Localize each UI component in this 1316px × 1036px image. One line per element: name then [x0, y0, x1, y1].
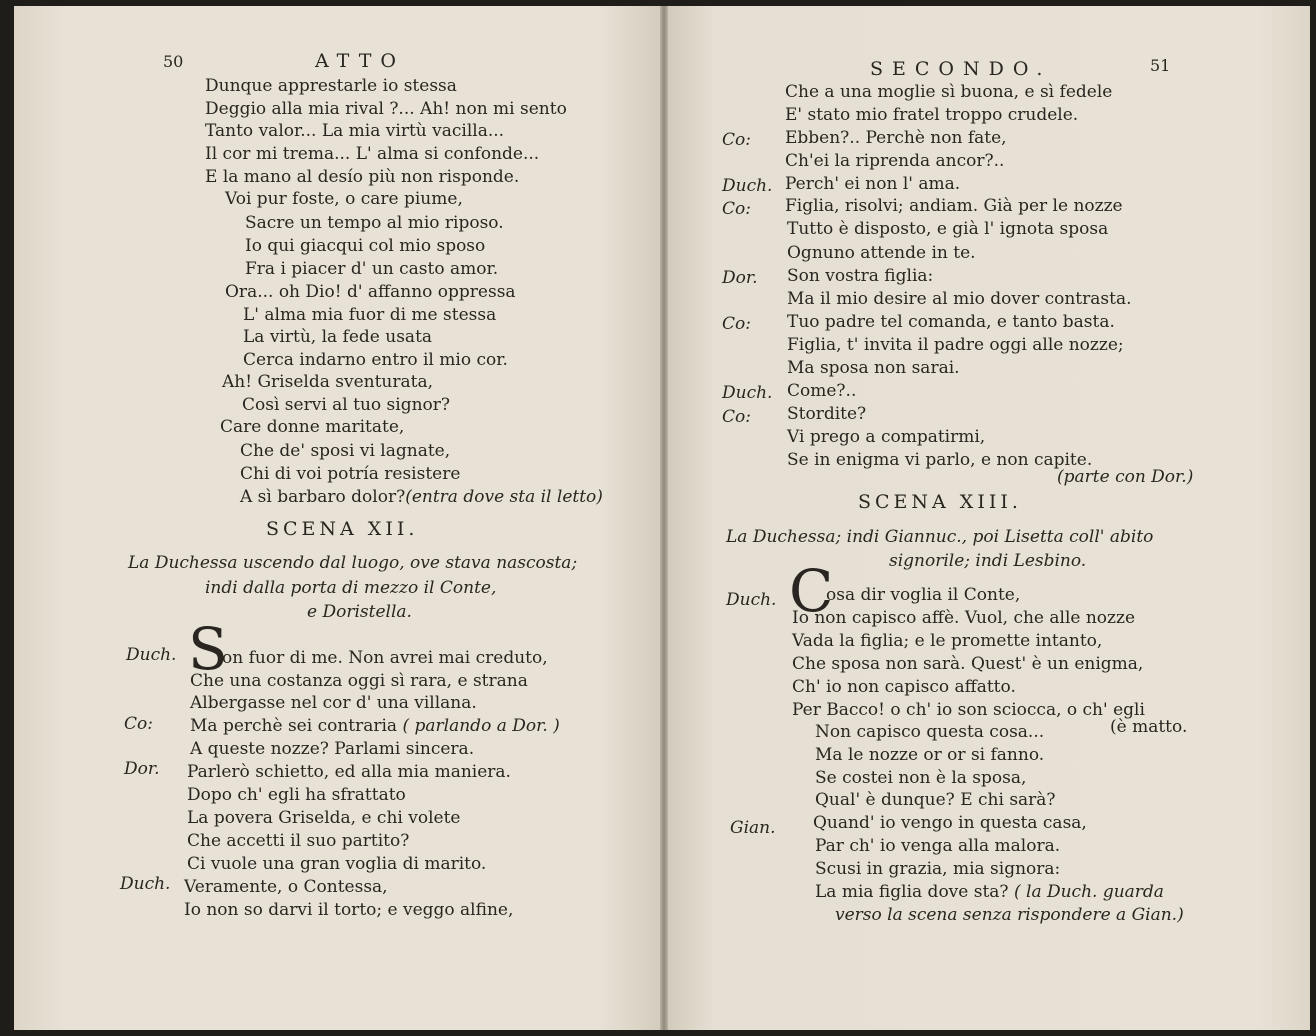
stage-direction: (è matto.	[1110, 717, 1188, 737]
dialogue-line: Ma sposa non sarai.	[787, 358, 960, 378]
running-head-left: ATTO	[315, 50, 405, 72]
dialogue-line: Tutto è disposto, e già l' ignota sposa	[787, 219, 1109, 239]
scene-description: La Duchessa; indi Giannuc., poi Lisetta coll' abito	[726, 527, 1154, 547]
dialogue-line	[815, 882, 1164, 902]
speaker-label: Co:	[722, 407, 751, 427]
dialogue-line: Non capisco questa cosa...	[815, 722, 1045, 742]
dialogue-line: Par ch' io venga alla malora.	[815, 836, 1061, 856]
speaker-label: Co:	[722, 314, 751, 334]
stage-direction: (parte con Dor.)	[1057, 467, 1194, 487]
verse-line: E la mano al desío più non risponde.	[205, 167, 520, 187]
dialogue-line: Che accetti il suo partito?	[187, 831, 410, 851]
verse-line: Io qui giacqui col mio sposo	[245, 236, 486, 256]
dialogue-line: Io non capisco affè. Vuol, che alle nozze	[792, 608, 1136, 628]
dialogue-line: Ebben?.. Perchè non fate,	[785, 128, 1007, 148]
speaker-label: Co:	[124, 714, 153, 734]
dialogue-text: La mia figlia dove sta?	[815, 882, 1009, 902]
dialogue-line: Ch' io non capisco affatto.	[792, 677, 1016, 697]
dialogue-line: Stordite?	[787, 404, 867, 424]
dialogue-line: Albergasse nel cor d' una villana.	[190, 693, 477, 713]
speaker-label: Co:	[722, 130, 751, 150]
speaker-label: Duch.	[722, 176, 773, 196]
stage-direction: (entra dove sta il letto)	[405, 487, 603, 507]
dialogue-line: Son vostra figlia:	[787, 266, 934, 286]
speaker-label: Dor.	[124, 759, 160, 779]
scene-description: La Duchessa uscendo dal luogo, ove stava nascosta;	[128, 553, 578, 573]
verse-line: Così servi al tuo signor?	[242, 395, 451, 415]
running-head-right: SECONDO.	[870, 58, 1052, 80]
verse-line: Voi pur foste, o care piume,	[225, 189, 463, 209]
drop-cap: S	[188, 615, 228, 683]
dialogue-line: Che una costanza oggi sì rara, e strana	[190, 671, 528, 691]
speaker-label: Duch.	[120, 874, 171, 894]
stage-direction: ( la Duch. guarda	[1013, 882, 1164, 902]
dialogue-line	[190, 716, 560, 736]
verse-line: Il cor mi trema... L' alma si confonde...	[205, 144, 540, 164]
dialogue-line: La povera Griselda, e chi volete	[187, 808, 461, 828]
dialogue-line: Dopo ch' egli ha sfrattato	[187, 785, 406, 805]
drop-cap: C	[789, 557, 834, 625]
dialogue-line: Come?..	[787, 381, 857, 401]
dialogue-line: A queste nozze? Parlami sincera.	[190, 739, 475, 759]
page-number-right: 51	[1150, 56, 1171, 75]
stage-direction: verso la scena senza rispondere a Gian.)	[835, 905, 1184, 925]
dialogue-line: Veramente, o Contessa,	[184, 877, 388, 897]
dialogue-line: Vi prego a compatirmi,	[787, 427, 986, 447]
speaker-label: Duch.	[126, 645, 177, 665]
dialogue-text: Ma perchè sei contraria	[190, 716, 398, 736]
verse-line: La virtù, la fede usata	[243, 327, 433, 347]
dialogue-line: Scusi in grazia, mia signora:	[815, 859, 1061, 879]
verse-line: Chi di voi potría resistere	[240, 464, 461, 484]
dialogue-line: Ma il mio desire al mio dover contrasta.	[787, 289, 1132, 309]
dialogue-line: Ci vuole una gran voglia di marito.	[187, 854, 487, 874]
dialogue-line: Perch' ei non l' ama.	[785, 174, 961, 194]
stage-direction: ( parlando a Dor. )	[402, 716, 560, 736]
dialogue-line: Qual' è dunque? E chi sarà?	[815, 790, 1056, 810]
verse-line-last	[240, 487, 603, 507]
speaker-label: Dor.	[722, 268, 758, 288]
dialogue-line: Tuo padre tel comanda, e tanto basta.	[787, 312, 1115, 332]
dialogue-line: Figlia, t' invita il padre oggi alle nozze;	[787, 335, 1124, 355]
speaker-label: Duch.	[722, 383, 773, 403]
verse-line: Deggio alla mia rival ?... Ah! non mi sento	[205, 99, 567, 119]
dialogue-line: Se in enigma vi parlo, e non capite.	[787, 450, 1093, 470]
scene-description: signorile; indi Lesbino.	[889, 551, 1087, 571]
dialogue-line: osa dir voglia il Conte,	[826, 585, 1021, 605]
dialogue-line: Io non so darvi il torto; e veggo alfine,	[184, 900, 514, 920]
verse-line: Ah! Griselda sventurata,	[222, 372, 433, 392]
verse-line: Cerca indarno entro il mio cor.	[243, 350, 508, 370]
dialogue-line: Che sposa non sarà. Quest' è un enigma,	[792, 654, 1144, 674]
dialogue-line: Se costei non è la sposa,	[815, 768, 1027, 788]
verse-line: Dunque apprestarle io stessa	[205, 76, 457, 96]
scene-description: indi dalla porta di mezzo il Conte,	[205, 578, 497, 598]
dialogue-line: Parlerò schietto, ed alla mia maniera.	[187, 762, 511, 782]
speaker-label: Gian.	[730, 818, 776, 838]
dialogue-line: Ognuno attende in te.	[787, 243, 976, 263]
dialogue-line: Per Bacco! o ch' io son sciocca, o ch' egli	[792, 700, 1145, 720]
verse-line: Care donne maritate,	[220, 417, 405, 437]
dialogue-line: Ch'ei la riprenda ancor?..	[785, 151, 1005, 171]
dialogue-line: Ma le nozze or or si fanno.	[815, 745, 1045, 765]
speaker-label: Duch.	[726, 590, 777, 610]
scene-title: SCENA XIII.	[858, 491, 1022, 513]
verse-line: Tanto valor... La mia virtù vacilla...	[205, 121, 505, 141]
verse-line: Sacre un tempo al mio riposo.	[245, 213, 504, 233]
verse-text: A sì barbaro dolor?	[240, 487, 406, 507]
speaker-label: Co:	[722, 199, 751, 219]
dialogue-line: Quand' io vengo in questa casa,	[813, 813, 1087, 833]
dialogue-line: on fuor di me. Non avrei mai creduto,	[222, 648, 548, 668]
book-spine	[660, 6, 668, 1030]
verse-line: Ora... oh Dio! d' affanno oppressa	[225, 282, 516, 302]
dialogue-line: E' stato mio fratel troppo crudele.	[785, 105, 1079, 125]
dialogue-line: Figlia, risolvi; andiam. Già per le nozze	[785, 196, 1123, 216]
dialogue-line: Vada la figlia; e le promette intanto,	[792, 631, 1103, 651]
verse-line: L' alma mia fuor di me stessa	[243, 305, 497, 325]
scene-title: SCENA XII.	[266, 518, 419, 540]
verse-line: Fra i piacer d' un casto amor.	[245, 259, 499, 279]
dialogue-line: Che a una moglie sì buona, e sì fedele	[785, 82, 1113, 102]
scene-description: e Doristella.	[307, 602, 412, 622]
page-number-left: 50	[163, 52, 184, 71]
verse-line: Che de' sposi vi lagnate,	[240, 441, 451, 461]
